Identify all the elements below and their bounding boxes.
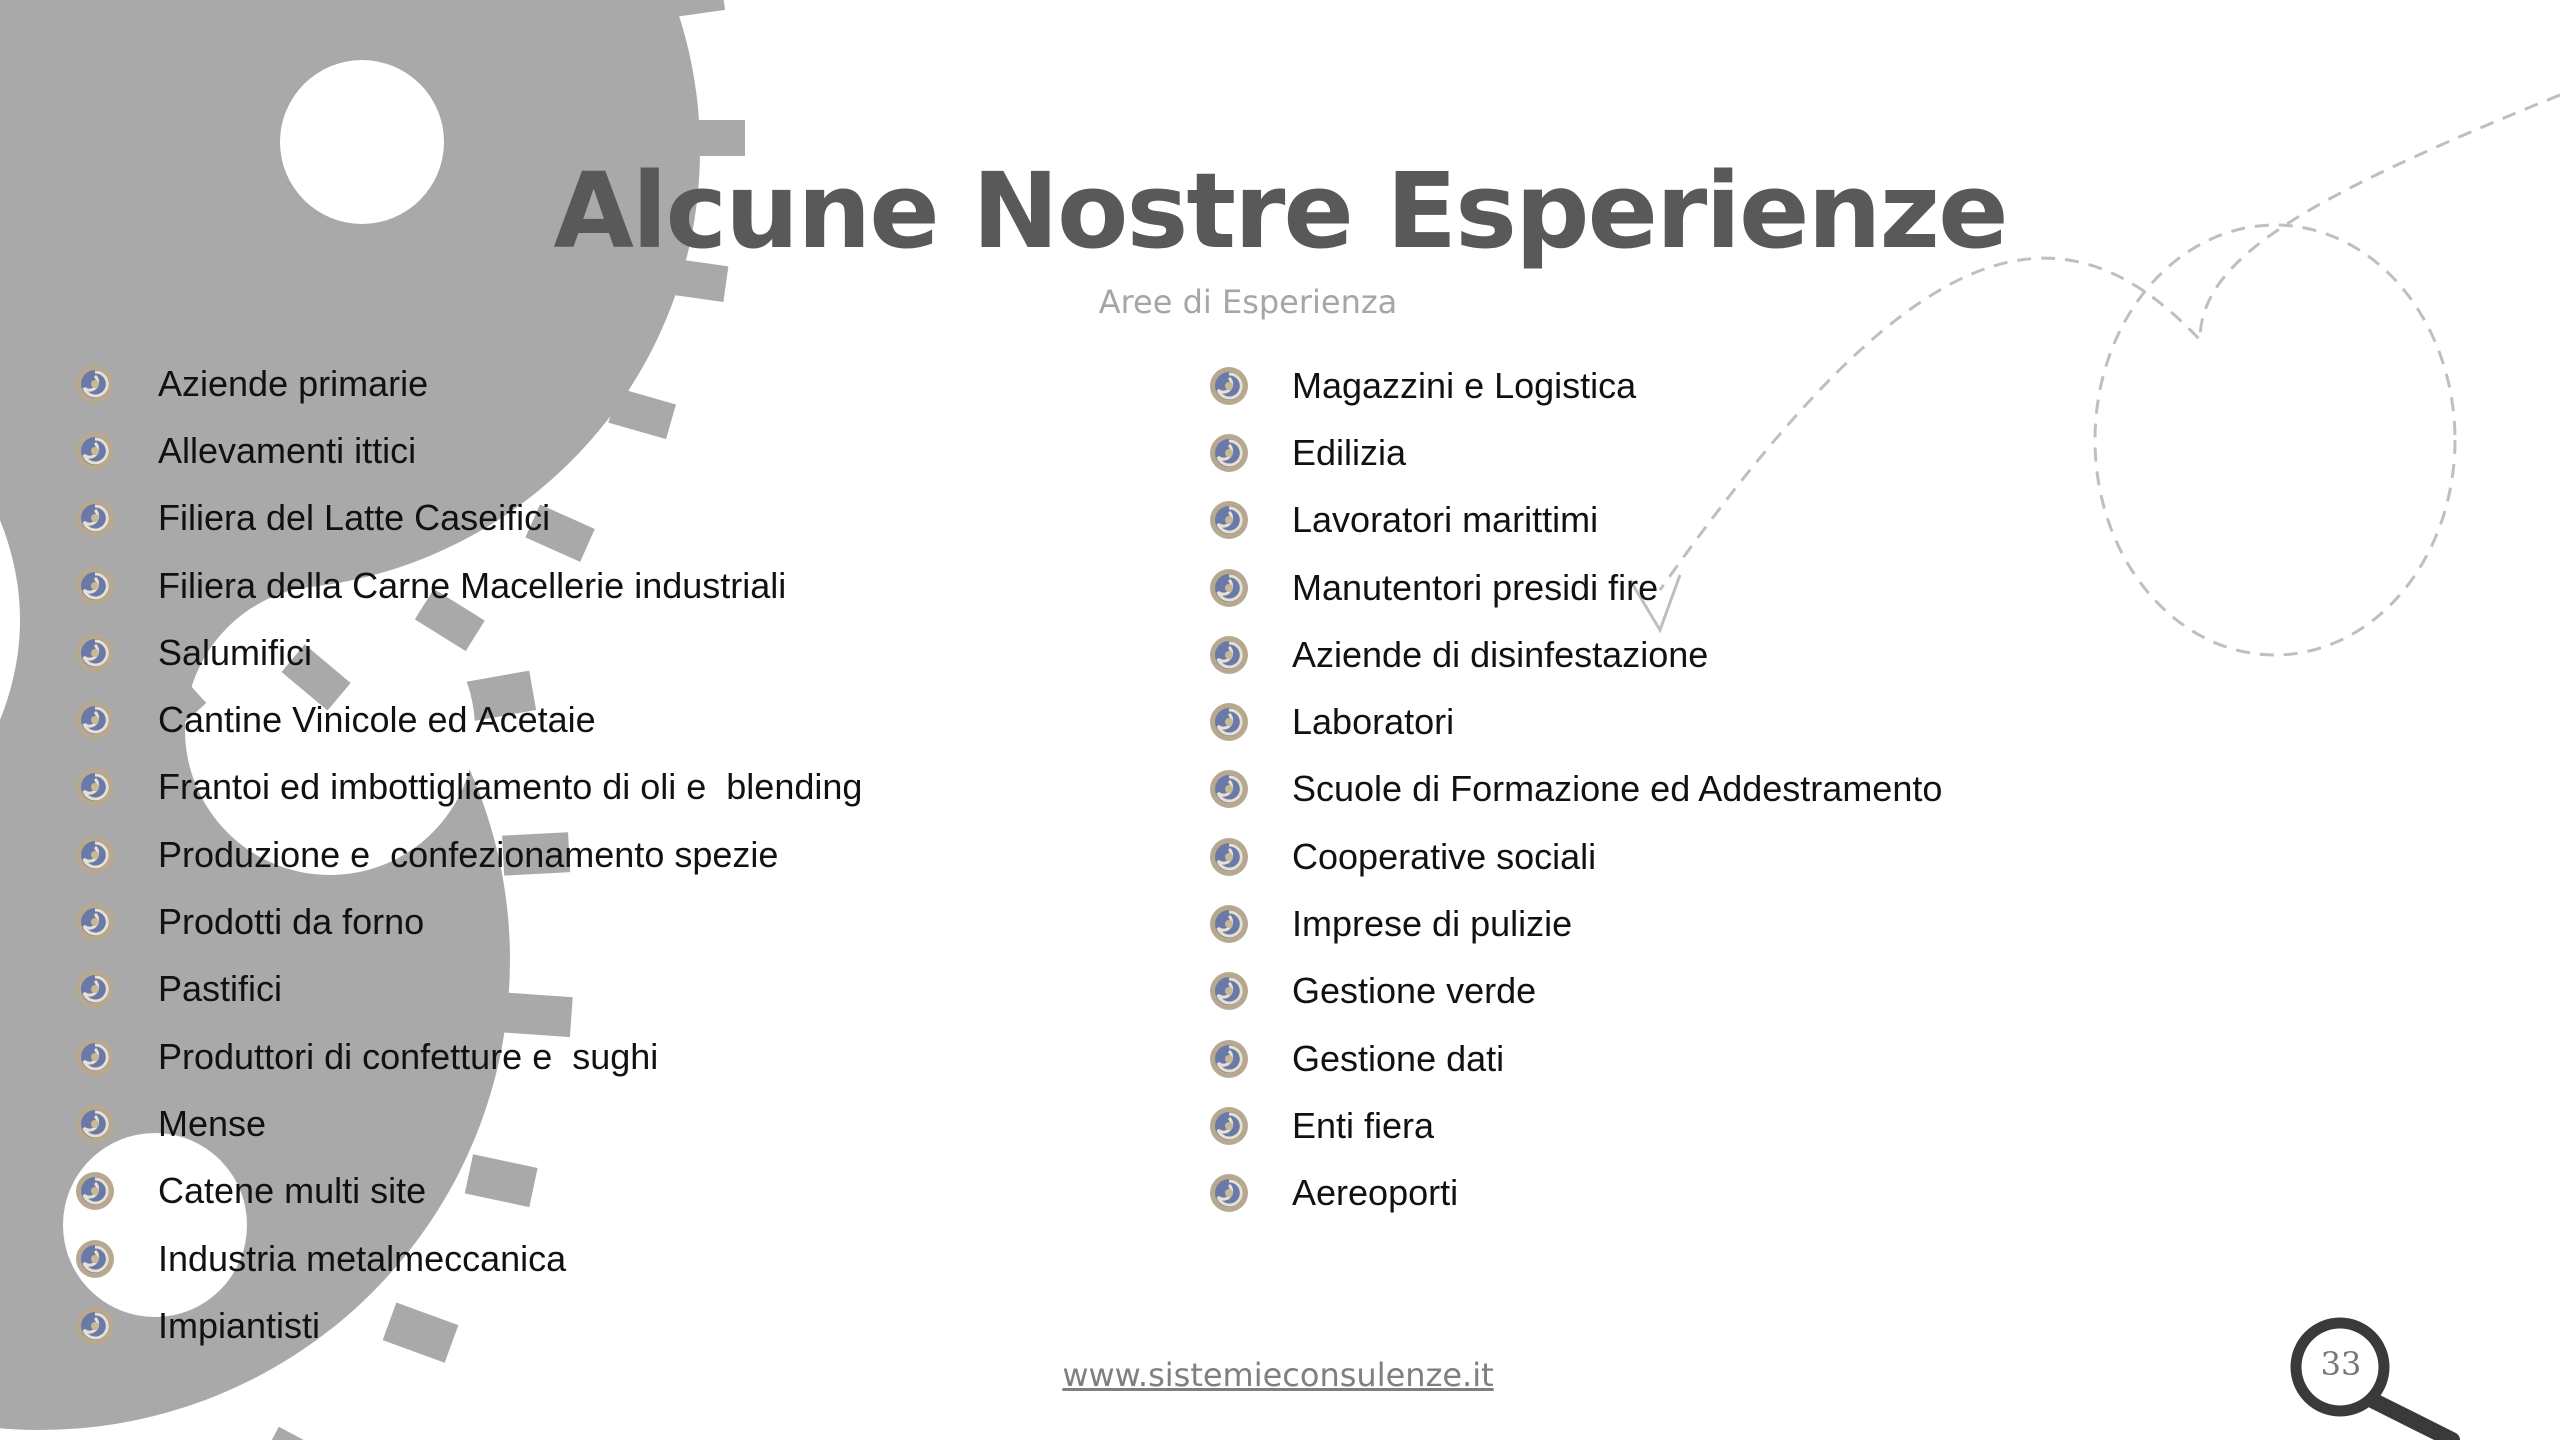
swirl-bullet-icon xyxy=(74,1170,116,1212)
list-item xyxy=(1208,621,1942,688)
swirl-bullet-icon xyxy=(74,901,116,943)
list-item xyxy=(74,1292,862,1359)
list-item xyxy=(74,686,862,753)
swirl-bullet-icon xyxy=(1208,634,1250,676)
swirl-bullet-icon xyxy=(1208,970,1250,1012)
list-item-label: Mense xyxy=(158,1102,267,1144)
list-item-label: Aereoporti xyxy=(1292,1172,1459,1214)
list-item xyxy=(1208,419,1942,486)
page-subtitle: Aree di Esperienza xyxy=(1098,283,1398,321)
list-item xyxy=(1208,1160,1942,1227)
list-item-label: Cantine Vinicole ed Acetaie xyxy=(158,699,596,741)
list-item xyxy=(74,821,862,888)
list-item-label: Gestione dati xyxy=(1292,1037,1505,1079)
swirl-bullet-icon xyxy=(74,968,116,1010)
swirl-bullet-icon xyxy=(74,1305,116,1347)
list-item-label: Salumifici xyxy=(158,631,313,673)
swirl-bullet-icon xyxy=(74,1103,116,1145)
list-item-label: Edilizia xyxy=(1292,431,1407,473)
list-item xyxy=(1208,756,1942,823)
swirl-bullet-icon xyxy=(1208,567,1250,609)
list-item-label: Filiera del Latte Caseifici xyxy=(158,497,551,539)
list-item-label: Laboratori xyxy=(1292,701,1455,743)
swirl-bullet-icon xyxy=(74,1036,116,1078)
list-item xyxy=(1208,352,1942,419)
list-item-label: Manutentori presidi fire xyxy=(1292,566,1659,608)
list-item xyxy=(74,552,862,619)
swirl-bullet-icon xyxy=(1208,1172,1250,1214)
swirl-bullet-icon xyxy=(74,766,116,808)
list-item-label: Lavoratori marittimi xyxy=(1292,499,1599,541)
experience-list-right xyxy=(1208,352,1942,1227)
swirl-bullet-icon xyxy=(74,497,116,539)
list-item xyxy=(1208,688,1942,755)
list-item-label: Allevamenti ittici xyxy=(158,429,417,471)
list-item xyxy=(74,1090,862,1157)
list-item xyxy=(74,754,862,821)
swirl-bullet-icon xyxy=(1208,499,1250,541)
swirl-bullet-icon xyxy=(74,834,116,876)
list-item xyxy=(1208,823,1942,890)
list-item-label: Pastifici xyxy=(158,968,283,1010)
swirl-bullet-icon xyxy=(1208,432,1250,474)
list-item xyxy=(74,350,862,417)
list-item xyxy=(74,1225,862,1292)
list-item-label: Imprese di pulizie xyxy=(1292,903,1573,945)
website-link[interactable]: www.sistemieconsulenze.it xyxy=(1062,1356,1494,1394)
page-number: 33 xyxy=(2320,1345,2362,1383)
swirl-bullet-icon xyxy=(1208,768,1250,810)
list-item-label: Catene multi site xyxy=(158,1170,427,1212)
list-item xyxy=(74,888,862,955)
page-title: Alcune Nostre Esperienze xyxy=(553,150,2007,272)
list-item xyxy=(74,956,862,1023)
list-item-label: Industria metalmeccanica xyxy=(158,1237,567,1279)
list-item-label: Produzione e confezionamento spezie xyxy=(158,833,779,875)
swirl-bullet-icon xyxy=(74,430,116,472)
list-item-label: Cooperative sociali xyxy=(1292,835,1597,877)
list-item-label: Prodotti da forno xyxy=(158,901,425,943)
list-item xyxy=(74,417,862,484)
list-item-label: Frantoi ed imbottigliamento di oli e blending xyxy=(158,766,863,808)
list-item-label: Enti fiera xyxy=(1292,1104,1435,1146)
list-item-label: Aziende primarie xyxy=(158,362,429,404)
list-item-label: Impiantisti xyxy=(158,1304,321,1346)
list-item-label: Aziende di disinfestazione xyxy=(1292,633,1709,675)
list-item xyxy=(1208,554,1942,621)
swirl-bullet-icon xyxy=(1208,701,1250,743)
list-item-label: Gestione verde xyxy=(1292,970,1537,1012)
list-item-label: Magazzini e Logistica xyxy=(1292,364,1637,406)
list-item-label: Scuole di Formazione ed Addestramento xyxy=(1292,768,1943,810)
list-item xyxy=(74,1023,862,1090)
swirl-bullet-icon xyxy=(1208,836,1250,878)
list-item xyxy=(1208,890,1942,957)
swirl-bullet-icon xyxy=(1208,1105,1250,1147)
swirl-bullet-icon xyxy=(1208,365,1250,407)
list-item xyxy=(1208,487,1942,554)
swirl-bullet-icon xyxy=(74,699,116,741)
list-item xyxy=(74,1158,862,1225)
list-item xyxy=(74,485,862,552)
swirl-bullet-icon xyxy=(1208,903,1250,945)
list-item xyxy=(74,619,862,686)
swirl-bullet-icon xyxy=(1208,1038,1250,1080)
list-item-label: Filiera della Carne Macellerie industriali xyxy=(158,564,787,606)
swirl-bullet-icon xyxy=(74,565,116,607)
swirl-bullet-icon xyxy=(74,632,116,674)
list-item xyxy=(1208,958,1942,1025)
list-item xyxy=(1208,1092,1942,1159)
experience-list-left xyxy=(74,350,862,1359)
swirl-bullet-icon xyxy=(74,1238,116,1280)
list-item-label: Produttori di confetture e sughi xyxy=(158,1035,659,1077)
list-item xyxy=(1208,1025,1942,1092)
swirl-bullet-icon xyxy=(74,363,116,405)
